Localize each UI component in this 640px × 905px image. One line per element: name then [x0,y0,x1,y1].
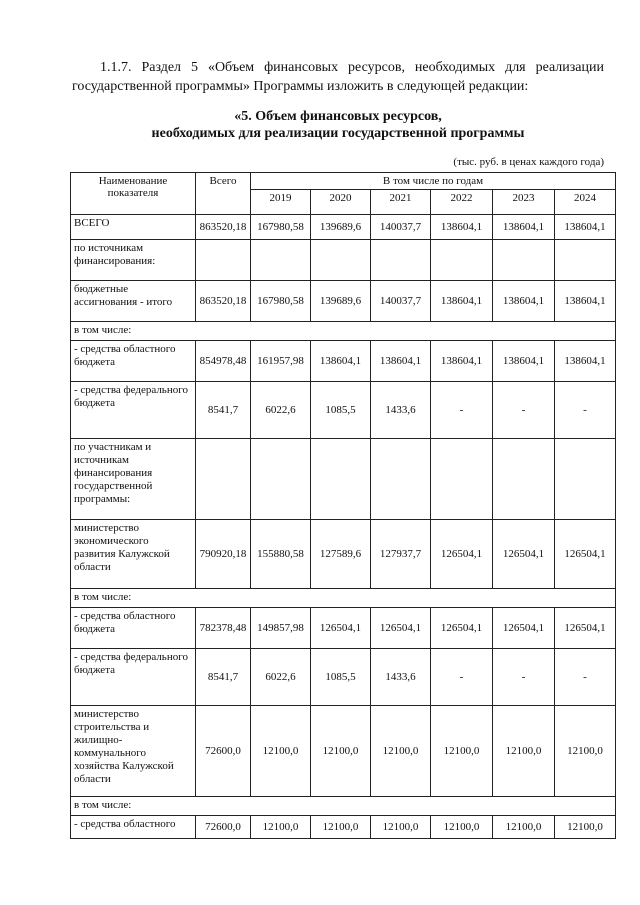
table-cell: 126504,1 [493,608,555,649]
unit-note: (тыс. руб. в ценах каждого года) [453,156,604,168]
table-cell: 140037,7 [371,215,431,240]
table-cell: 863520,18 [196,281,251,322]
table-cell: 12100,0 [555,816,616,839]
table-cell [555,439,616,520]
table-cell: 126504,1 [371,608,431,649]
row-label: - средства федерального бюджета [71,649,196,706]
table-cell: 12100,0 [493,706,555,797]
header-year: 2019 [251,190,311,215]
intro-text: 1.1.7. Раздел 5 «Объем финансовых ресурсов, необходимых для реализации государственной программы» Программы изложить в следующей редакции: [72,60,604,94]
table-cell: 72600,0 [196,706,251,797]
table-cell: - [555,649,616,706]
table-cell: 12100,0 [251,706,311,797]
table-row [71,797,616,816]
table-cell: 12100,0 [493,816,555,839]
section-title [72,108,604,142]
table-row [71,382,616,439]
table-row [71,608,616,649]
row-label: по участникам и источникам финансирования государственной программы: [71,439,196,520]
table-cell: 161957,98 [251,341,311,382]
table-row [71,341,616,382]
table-cell: - [493,382,555,439]
header-years-group: В том числе по годам [251,173,616,190]
table-cell: 126504,1 [555,520,616,589]
table-cell: 138604,1 [555,281,616,322]
table-row [71,439,616,520]
table-cell: 1085,5 [311,382,371,439]
table-cell: 126504,1 [431,520,493,589]
table-row [71,589,616,608]
table-cell: 138604,1 [371,341,431,382]
table-cell: 126504,1 [431,608,493,649]
table-cell: 138604,1 [431,281,493,322]
table-cell: - [493,649,555,706]
row-label: в том числе: [71,589,616,608]
row-label: ВСЕГО [71,215,196,240]
table-cell: 12100,0 [431,816,493,839]
table-cell: 167980,58 [251,281,311,322]
row-label: - средства областного бюджета [71,341,196,382]
table-cell [431,439,493,520]
table-cell: 126504,1 [555,608,616,649]
title-line-1: «5. Объем финансовых ресурсов, [234,109,442,124]
table-cell: 12100,0 [251,816,311,839]
table-cell [371,240,431,281]
table-cell: 1085,5 [311,649,371,706]
table-cell [371,439,431,520]
table-row [71,520,616,589]
table-cell [311,240,371,281]
table-cell [196,439,251,520]
row-label: по источникам финансирования: [71,240,196,281]
table-cell: 138604,1 [555,215,616,240]
table-row [71,281,616,322]
table-cell: 790920,18 [196,520,251,589]
table-cell: - [555,382,616,439]
table-cell: 12100,0 [371,816,431,839]
table-row [71,322,616,341]
table-cell [431,240,493,281]
row-label: в том числе: [71,797,616,816]
table-cell [493,439,555,520]
table-cell: 8541,7 [196,382,251,439]
table-cell: 149857,98 [251,608,311,649]
table-cell [251,439,311,520]
table-cell: 12100,0 [371,706,431,797]
table-row [71,649,616,706]
finance-table [70,172,616,839]
table-cell [555,240,616,281]
header-year: 2022 [431,190,493,215]
table-cell: 139689,6 [311,215,371,240]
table-cell: 167980,58 [251,215,311,240]
table-cell: 138604,1 [493,341,555,382]
row-label: - средства областного [71,816,196,839]
table-cell: 138604,1 [493,215,555,240]
table-cell: 127589,6 [311,520,371,589]
table-cell: 126504,1 [311,608,371,649]
row-label: в том числе: [71,322,616,341]
table-cell: 140037,7 [371,281,431,322]
table-cell [493,240,555,281]
table-cell: 12100,0 [555,706,616,797]
header-year: 2024 [555,190,616,215]
table-cell: 155880,58 [251,520,311,589]
row-label: - средства федерального бюджета [71,382,196,439]
header-year: 2021 [371,190,431,215]
table-cell [311,439,371,520]
table-cell: 782378,48 [196,608,251,649]
table-row [71,816,616,839]
table-cell: 1433,6 [371,649,431,706]
header-name: Наименование показателя [71,173,196,215]
table-cell: 138604,1 [311,341,371,382]
table-cell: 138604,1 [431,215,493,240]
table-cell: 6022,6 [251,649,311,706]
table-cell: 6022,6 [251,382,311,439]
table-cell [251,240,311,281]
row-label: - средства областного бюджета [71,608,196,649]
table-cell [196,240,251,281]
intro-paragraph [72,58,604,96]
row-label: министерство строительства и жилищно-коммунального хозяйства Калужской области [71,706,196,797]
table-cell: 127937,7 [371,520,431,589]
table-row [71,240,616,281]
table-cell: - [431,382,493,439]
table-cell: 138604,1 [431,341,493,382]
table-cell: 8541,7 [196,649,251,706]
table-row [71,215,616,240]
table-cell: 126504,1 [493,520,555,589]
header-total: Всего [196,173,251,215]
table-cell: 854978,48 [196,341,251,382]
table-cell: 12100,0 [311,706,371,797]
table-cell: - [431,649,493,706]
table-cell: 72600,0 [196,816,251,839]
table-cell: 138604,1 [555,341,616,382]
table-row [71,706,616,797]
table-cell: 1433,6 [371,382,431,439]
header-year: 2020 [311,190,371,215]
header-year: 2023 [493,190,555,215]
table-cell: 863520,18 [196,215,251,240]
row-label: бюджетные ассигнования - итого [71,281,196,322]
title-line-2: необходимых для реализации государственной программы [151,126,525,141]
table-cell: 138604,1 [493,281,555,322]
table-cell: 12100,0 [431,706,493,797]
table-cell: 12100,0 [311,816,371,839]
row-label: министерство экономического развития Калужской области [71,520,196,589]
table-cell: 139689,6 [311,281,371,322]
